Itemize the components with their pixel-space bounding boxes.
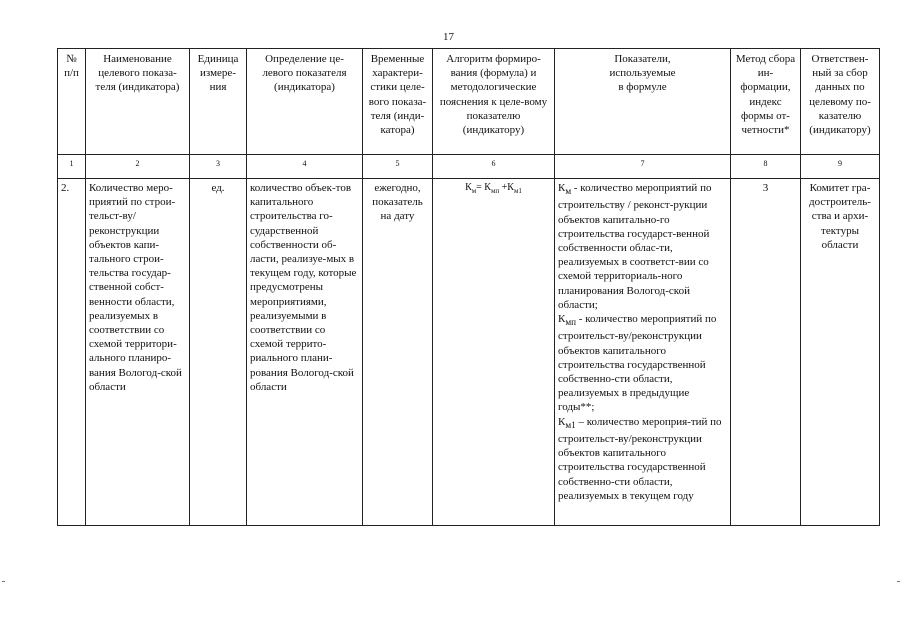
column-number: 2 <box>86 155 190 179</box>
formula-lhs: К <box>465 182 472 193</box>
page-number: 17 <box>443 31 454 43</box>
indicator-subscript: м <box>565 186 572 197</box>
formula-cell <box>433 179 555 526</box>
formula-term1-subscript: мп <box>490 187 500 195</box>
indicator-definition-km <box>558 181 727 312</box>
column-number: 9 <box>801 155 880 179</box>
header-cell-algorithm: Алгоритм формиро-вания (формула) и методологические пояснения к целе-вому показателю (индикатору) <box>433 49 555 155</box>
definition-cell: количество объек-тов капитального строительства го-сударственной собственности об-ласти, реализуе-мых в текущем году, которые предусмотрены мероприятиями, реализуемыми в соответствии со схемой террито-риального плани-рования Вологод-ской области <box>247 179 363 526</box>
indicator-subscript: мп <box>565 317 577 328</box>
column-number: 1 <box>58 155 86 179</box>
method-cell: 3 <box>731 179 801 526</box>
table-row <box>58 179 880 526</box>
header-cell-unit: Единица измере-ния <box>190 49 247 155</box>
scan-mark <box>2 581 5 582</box>
formula-term2-subscript: м1 <box>513 187 522 195</box>
column-number: 8 <box>731 155 801 179</box>
indicator-text: – количество мероприя-тий по строительст-ву/реконструкции объектов капитального строительства государственной собственно-сти области, реализуемых в текущем году <box>558 415 722 502</box>
responsible-cell: Комитет гра-достроитель-ства и архи-тектуры области <box>801 179 880 526</box>
header-cell-method: Метод сбора ин-формации, индекс формы от-четности* <box>731 49 801 155</box>
formula-plus: +К <box>499 182 514 193</box>
formula-equals: = К <box>476 182 491 193</box>
row-number-cell: 2. <box>58 179 86 526</box>
indicator-name-cell: Количество меро-приятий по строи-тельст-ву/реконструкции объектов капи-тального строи-тельства государ-ственной собст-венности области, реализуемых в соответствии со схемой территори-ального планиро-вания Вологод-ской области <box>86 179 190 526</box>
column-number: 7 <box>555 155 731 179</box>
column-number-row <box>58 155 880 179</box>
header-cell-name: Наименование целевого показа-теля (индикатора) <box>86 49 190 155</box>
column-number: 4 <box>247 155 363 179</box>
scan-mark <box>897 581 900 582</box>
indicator-definition-kmp <box>558 312 727 415</box>
header-cell-number: № п/п <box>58 49 86 155</box>
indicator-definition-km1 <box>558 415 727 503</box>
column-number: 6 <box>433 155 555 179</box>
indicator-symbol: К <box>558 415 566 428</box>
header-cell-responsible: Ответствен-ный за сбор данных по целевому по-казателю (индикатору) <box>801 49 880 155</box>
header-cell-definition: Определение це-левого показателя (индикатора) <box>247 49 363 155</box>
indicators-table <box>57 48 880 526</box>
time-characteristics-cell: ежегодно, показатель на дату <box>363 179 433 526</box>
indicator-text: - количество мероприятий по строительству / реконст-рукции объектов капитально-го строительства государст-венной собственности облас-ти, реализуемых в соответст-вии со схемой территориаль-ного планирования Вологод-ской области; <box>558 182 712 311</box>
column-number: 5 <box>363 155 433 179</box>
unit-cell: ед. <box>190 179 247 526</box>
formula-lhs-subscript: м <box>471 187 477 195</box>
column-number: 3 <box>190 155 247 179</box>
indicator-symbol: К <box>558 313 566 326</box>
formula-indicators-cell <box>555 179 731 526</box>
header-row <box>58 49 880 155</box>
header-cell-indicators: Показатели, используемые в формуле <box>555 49 731 155</box>
indicator-subscript: м1 <box>565 419 576 430</box>
indicator-text: - количество мероприятий по строительст-ву/реконструкции объектов капитального строительства государственной собственно-сти области, реализуемых в предыдущие годы**; <box>558 313 717 414</box>
header-cell-time: Временные характери-стики целе-вого показа-теля (инди-катора) <box>363 49 433 155</box>
indicator-symbol: К <box>558 182 566 194</box>
